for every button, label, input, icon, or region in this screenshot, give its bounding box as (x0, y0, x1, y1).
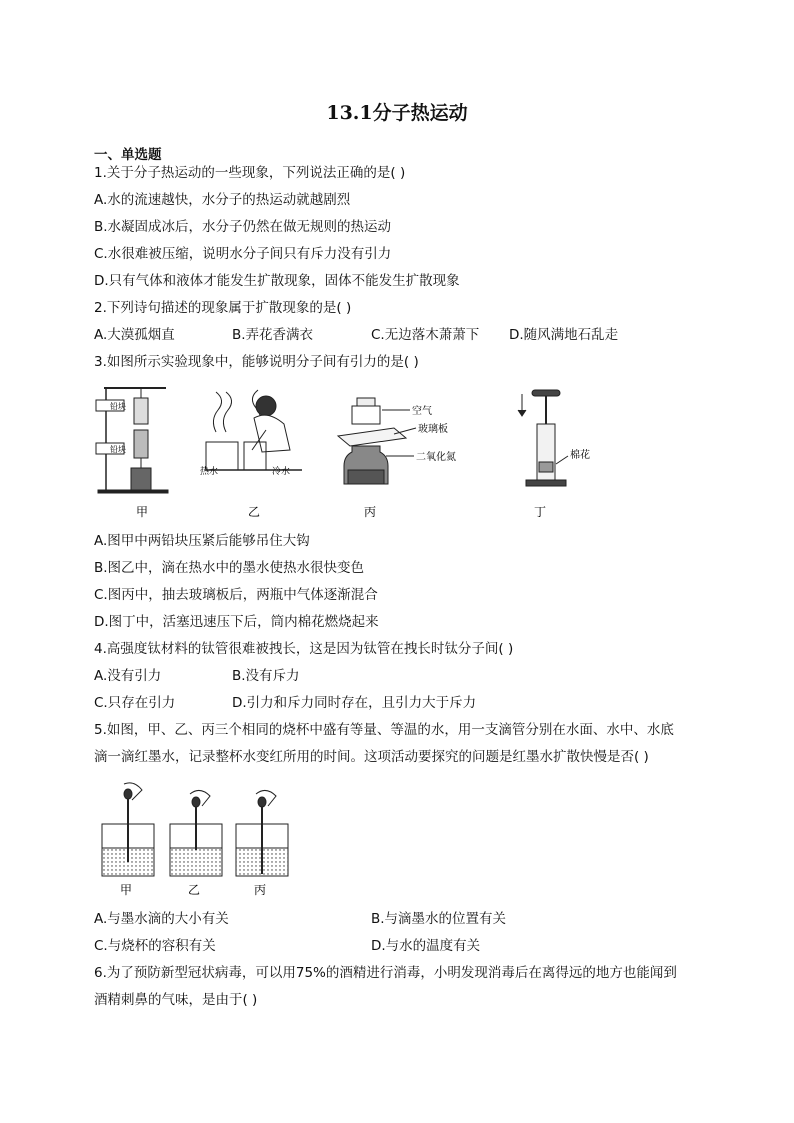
beaker-bing (236, 790, 288, 876)
beaker-yi (170, 790, 222, 876)
question-3-option-b: B.图乙中，滴在热水中的墨水使热水很快变色 (94, 560, 365, 576)
q5-caption-bing: 丙 (254, 883, 267, 897)
question-1-option-d: D.只有气体和液体才能发生扩散现象，固体不能发生扩散现象 (94, 273, 460, 289)
question-3-stem: 3.如图所示实验现象中，能够说明分子间有引力的是( ) (94, 354, 419, 370)
question-1-option-c: C.水很难被压缩，说明水分子间只有斥力没有引力 (94, 246, 392, 262)
label-hot-water: 热水 (200, 467, 219, 477)
caption-yi: 乙 (248, 505, 261, 519)
question-6-stem-line-1: 6.为了预防新型冠状病毒，可以用75%的酒精进行消毒，小明发现消毒后在离得远的地方也能闻到 (94, 965, 677, 981)
question-6-stem-line-2: 酒精刺鼻的气味，是由于( ) (94, 992, 258, 1008)
figure-lead-blocks (96, 388, 168, 493)
question-5-stem-line-1: 5.如图，甲、乙、丙三个相同的烧杯中盛有等量、等温的水，用一支滴管分别在水面、水中、水底 (94, 722, 674, 738)
label-no2: 二氧化氮 (416, 452, 456, 463)
caption-ding: 丁 (534, 505, 547, 519)
label-cotton: 棉花 (570, 450, 590, 461)
question-1-stem: 1.关于分子热运动的一些现象，下列说法正确的是( ) (94, 165, 406, 181)
question-5-option-c: C.与烧杯的容积有关 (94, 938, 216, 954)
question-3-option-d: D.图丁中，活塞迅速压下后，筒内棉花燃烧起来 (94, 614, 379, 630)
question-5-option-a: A.与墨水滴的大小有关 (94, 911, 229, 927)
label-lead-block-top: 铅块 (110, 402, 126, 411)
label-air: 空气 (412, 406, 432, 417)
question-2-option-b: B.弄花香满衣 (232, 327, 314, 343)
figure-piston-cylinder (518, 390, 568, 486)
question-4-option-c: C.只存在引力 (94, 695, 176, 711)
q5-caption-jia: 甲 (120, 883, 133, 897)
beaker-jia (102, 783, 154, 876)
question-3-figure (94, 384, 614, 524)
question-2-option-c: C.无边落木萧萧下 (371, 327, 480, 343)
question-5-stem-line-2: 滴一滴红墨水，记录整杯水变红所用的时间。这项活动要探究的问题是红墨水扩散快慢是否( ) (94, 749, 649, 765)
question-2-option-d: D.随风满地石乱走 (509, 327, 619, 343)
label-glass-plate: 玻璃板 (418, 424, 448, 435)
figure-boy-cups (206, 390, 302, 470)
question-5-option-b: B.与滴墨水的位置有关 (371, 911, 507, 927)
label-cold-water: 冷水 (272, 467, 291, 477)
question-1-option-a: A.水的流速越快，水分子的热运动就越剧烈 (94, 192, 351, 208)
question-1-option-b: B.水凝固成冰后，水分子仍然在做无规则的热运动 (94, 219, 392, 235)
question-2-stem: 2.下列诗句描述的现象属于扩散现象的是( ) (94, 300, 352, 316)
caption-bing: 丙 (364, 505, 377, 519)
question-4-stem: 4.高强度钛材料的钛管很难被拽长，这是因为钛管在拽长时钛分子间( ) (94, 641, 514, 657)
question-5-option-d: D.与水的温度有关 (371, 938, 481, 954)
label-lead-block-bottom: 铅块 (110, 445, 126, 454)
section-heading: 一、单选题 (94, 147, 162, 163)
question-4-option-d: D.引力和斥力同时存在，且引力大于斥力 (232, 695, 477, 711)
question-4-option-b: B.没有斥力 (232, 668, 300, 684)
page-title: 13.1分子热运动 (326, 102, 468, 124)
question-3-option-a: A.图甲中两铅块压紧后能够吊住大钩 (94, 533, 310, 549)
question-2-option-a: A.大漠孤烟直 (94, 327, 175, 343)
figure-gas-jars (338, 398, 416, 484)
caption-jia: 甲 (136, 505, 149, 519)
question-5-figure (94, 780, 314, 902)
question-3-option-c: C.图丙中，抽去玻璃板后，两瓶中气体逐渐混合 (94, 587, 378, 603)
question-4-option-a: A.没有引力 (94, 668, 162, 684)
q5-caption-yi: 乙 (188, 883, 201, 897)
